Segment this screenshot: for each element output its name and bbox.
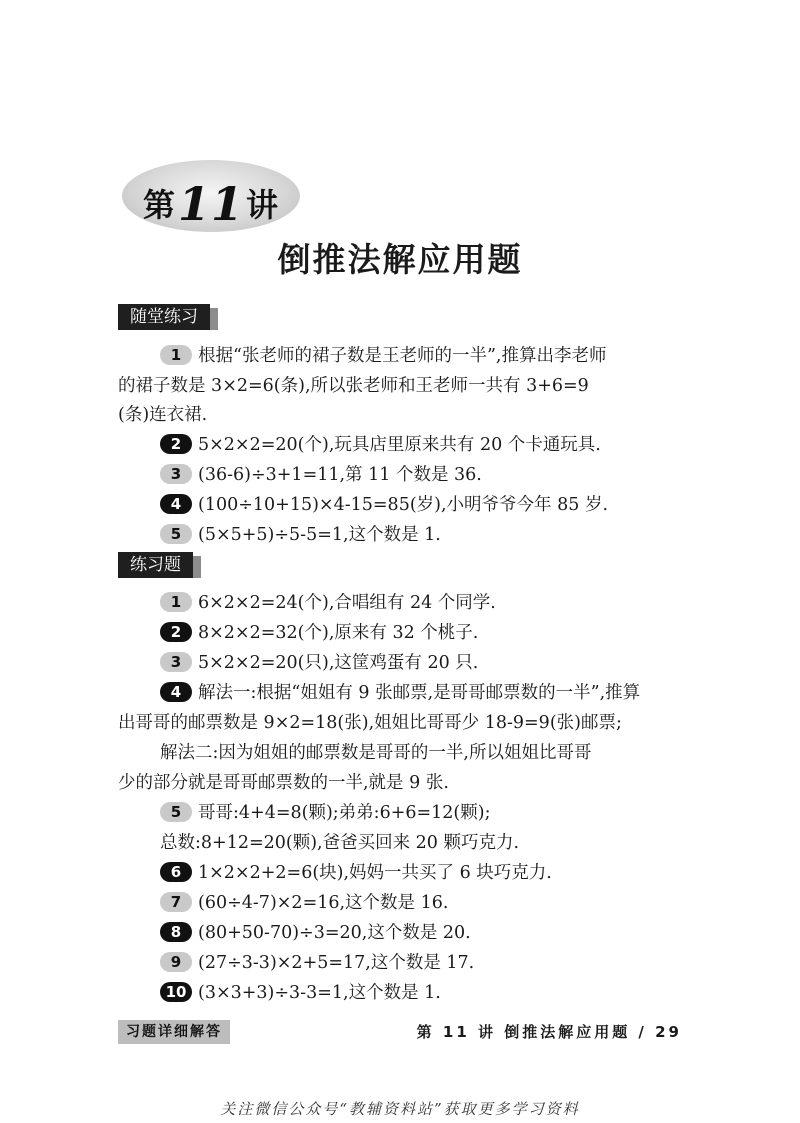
question-number-badge: 10	[160, 982, 192, 1002]
answer-line	[160, 681, 640, 705]
answer-text: 5×2×2=20(个),玩具店里原来共有 20 个卡通玩具.	[198, 435, 601, 455]
answer-line	[160, 591, 496, 615]
question-number-badge: 5	[160, 524, 192, 544]
answer-line	[160, 493, 608, 517]
answer-line	[160, 741, 591, 765]
question-number-badge: 3	[160, 652, 192, 672]
answer-text: 解法二:因为姐姐的邮票数是哥哥的一半,所以姐姐比哥哥	[160, 743, 592, 763]
answer-line	[160, 921, 471, 945]
answer-text: 出哥哥的邮票数是 9×2=18(张),姐姐比哥哥少 18-9=9(张)邮票;	[118, 713, 622, 733]
answer-line	[118, 403, 207, 427]
question-number-badge: 5	[160, 802, 192, 822]
question-number-badge: 4	[160, 494, 192, 514]
section-tag-exercises: 练习题	[118, 552, 193, 578]
footer-page-info: 第 11 讲 倒推法解应用题 / 29	[416, 1023, 682, 1041]
answer-line	[160, 981, 441, 1005]
answer-line	[160, 433, 601, 457]
lecture-badge	[122, 160, 300, 232]
section-tag-practice: 随堂练习	[118, 304, 210, 330]
answer-line	[160, 344, 606, 368]
answer-text: 1×2×2+2=6(块),妈妈一共买了 6 块巧克力.	[198, 863, 552, 883]
answer-text: 总数:8+12=20(颗),爸爸买回来 20 颗巧克力.	[160, 833, 520, 853]
answer-line	[118, 711, 622, 735]
answer-line	[160, 801, 490, 825]
answer-text: (3×3+3)÷3-3=1,这个数是 1.	[198, 983, 441, 1003]
answer-text: 解法一:根据“姐姐有 9 张邮票,是哥哥邮票数的一半”,推算	[198, 683, 641, 703]
answer-text: (60÷4-7)×2=16,这个数是 16.	[198, 893, 449, 913]
answer-text: (36-6)÷3+1=11,第 11 个数是 36.	[198, 465, 482, 485]
answer-text: 少的部分就是哥哥邮票数的一半,就是 9 张.	[118, 773, 449, 793]
answer-text: 6×2×2=24(个),合唱组有 24 个同学.	[198, 593, 496, 613]
question-number-badge: 3	[160, 464, 192, 484]
answer-text: 8×2×2=32(个),原来有 32 个桃子.	[198, 623, 479, 643]
question-number-badge: 1	[160, 345, 192, 365]
answer-line	[160, 951, 474, 975]
question-number-badge: 7	[160, 892, 192, 912]
answer-text: (100÷10+15)×4-15=85(岁),小明爷爷今年 85 岁.	[198, 495, 609, 515]
answer-line	[160, 861, 552, 885]
question-number-badge: 2	[160, 622, 192, 642]
question-number-badge: 8	[160, 922, 192, 942]
footer-section-label: 习题详细解答	[118, 1020, 230, 1044]
page-title: 倒推法解应用题	[277, 240, 523, 279]
answer-text: 5×2×2=20(只),这筐鸡蛋有 20 只.	[198, 653, 479, 673]
answer-line	[160, 651, 478, 675]
answer-line	[160, 463, 482, 487]
answer-line	[160, 621, 478, 645]
question-number-badge: 9	[160, 952, 192, 972]
answer-line	[160, 523, 441, 547]
lecture-prefix: 第	[142, 186, 176, 224]
answer-text: (80+50-70)÷3=20,这个数是 20.	[198, 923, 471, 943]
answer-line	[118, 771, 449, 795]
answer-text: (条)连衣裙.	[118, 405, 208, 425]
answer-text: (27÷3-3)×2+5=17,这个数是 17.	[198, 953, 475, 973]
watermark-text: 关注微信公众号“教辅资料站”获取更多学习资料	[220, 1100, 580, 1118]
question-number-badge: 6	[160, 862, 192, 882]
lecture-suffix: 讲	[246, 186, 280, 224]
answer-line	[118, 374, 589, 398]
lecture-number: 11	[177, 177, 244, 231]
answer-line	[160, 891, 448, 915]
answer-text: (5×5+5)÷5-5=1,这个数是 1.	[198, 525, 441, 545]
answer-text: 根据“张老师的裙子数是王老师的一半”,推算出李老师	[198, 346, 607, 366]
answer-text: 的裙子数是 3×2=6(条),所以张老师和王老师一共有 3+6=9	[118, 376, 589, 396]
answer-text: 哥哥:4+4=8(颗);弟弟:6+6=12(颗);	[198, 803, 491, 823]
question-number-badge: 2	[160, 434, 192, 454]
answer-line	[160, 831, 519, 855]
question-number-badge: 4	[160, 682, 192, 702]
question-number-badge: 1	[160, 592, 192, 612]
